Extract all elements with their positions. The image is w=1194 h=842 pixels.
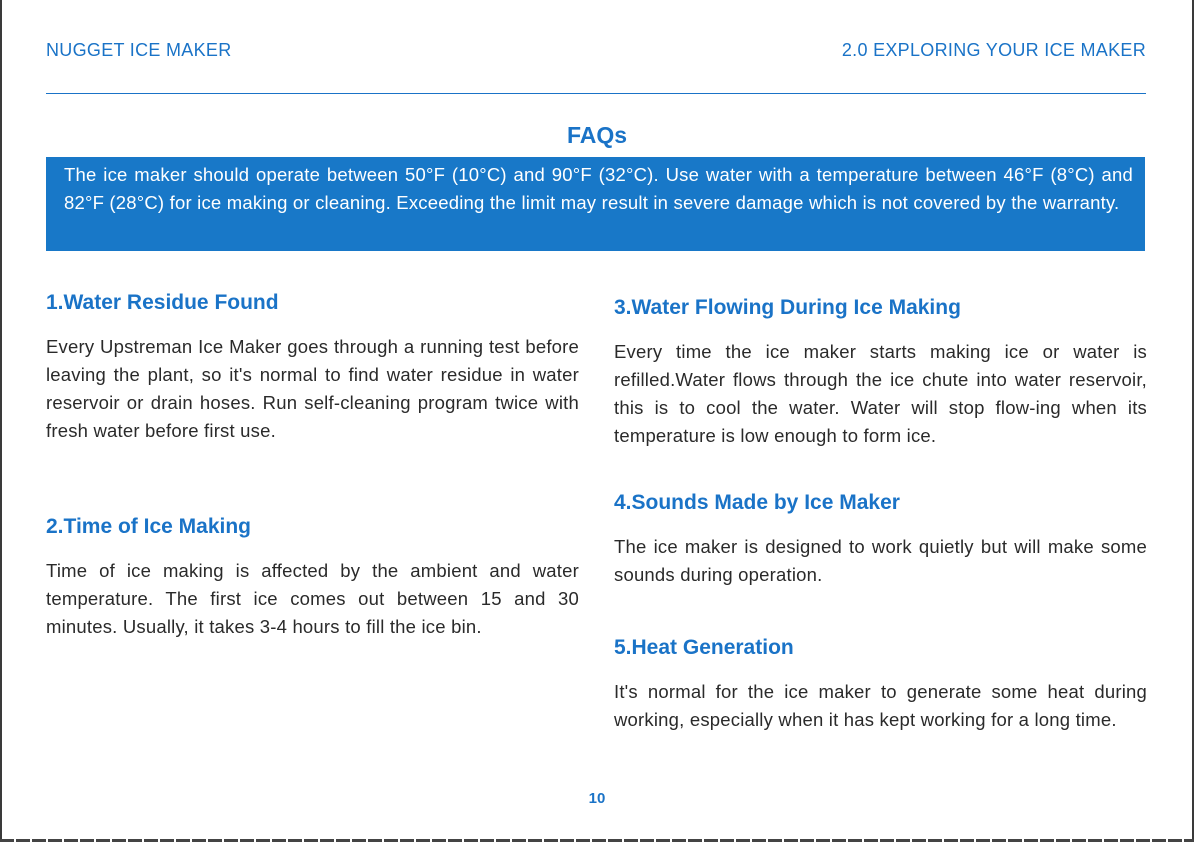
- faq-section-2: [46, 513, 579, 641]
- section-heading: 3.Water Flowing During Ice Making: [614, 296, 961, 319]
- section-body: Every time the ice maker starts making ice or water is refilled.Water flows through the ice chute into water reservoir, this is to cool the water. Water will stop flow-ing when its temperature is low enough to form ice.: [614, 341, 1147, 446]
- section-body: Every Upstreman Ice Maker goes through a running test before leaving the plant, so it's normal to find water residue in water reservoir or drain hoses. Run self-cleaning program twice with fresh water before first use.: [46, 336, 579, 441]
- faq-section-4: [614, 489, 1147, 589]
- page-number: 10: [588, 790, 606, 807]
- header-product-name: NUGGET ICE MAKER: [46, 40, 232, 60]
- section-body: It's normal for the ice maker to generate some heat during working, especially when it has kept working for a long time.: [614, 681, 1147, 730]
- section-body: The ice maker is designed to work quietly but will make some sounds during operation.: [614, 536, 1147, 585]
- section-heading: 2.Time of Ice Making: [46, 515, 252, 538]
- section-heading: 4.Sounds Made by Ice Maker: [614, 491, 900, 514]
- faq-section-1: [46, 289, 579, 445]
- faq-section-5: [614, 634, 1147, 734]
- header-divider: [46, 93, 1146, 94]
- page-title: FAQs: [566, 122, 628, 148]
- header-chapter-title: 2.0 EXPLORING YOUR ICE MAKER: [841, 40, 1146, 60]
- warning-banner-text: The ice maker should operate between 50°F (10°C) and 90°F (32°C). Use water with a temperature between 46°F (8°C) and 82°F (28°C) for ice making or cleaning. Exceeding the limit may result in severe damage which is not covered by the warranty.: [64, 164, 1133, 213]
- section-heading: 5.Heat Generation: [614, 636, 794, 659]
- warning-banner: [46, 157, 1145, 251]
- faq-section-3: [614, 294, 1147, 450]
- section-heading: 1.Water Residue Found: [46, 291, 279, 314]
- section-body: Time of ice making is affected by the ambient and water temperature. The first ice comes out between 15 and 30 minutes. Usually, it takes 3-4 hours to fill the ice bin.: [46, 560, 579, 637]
